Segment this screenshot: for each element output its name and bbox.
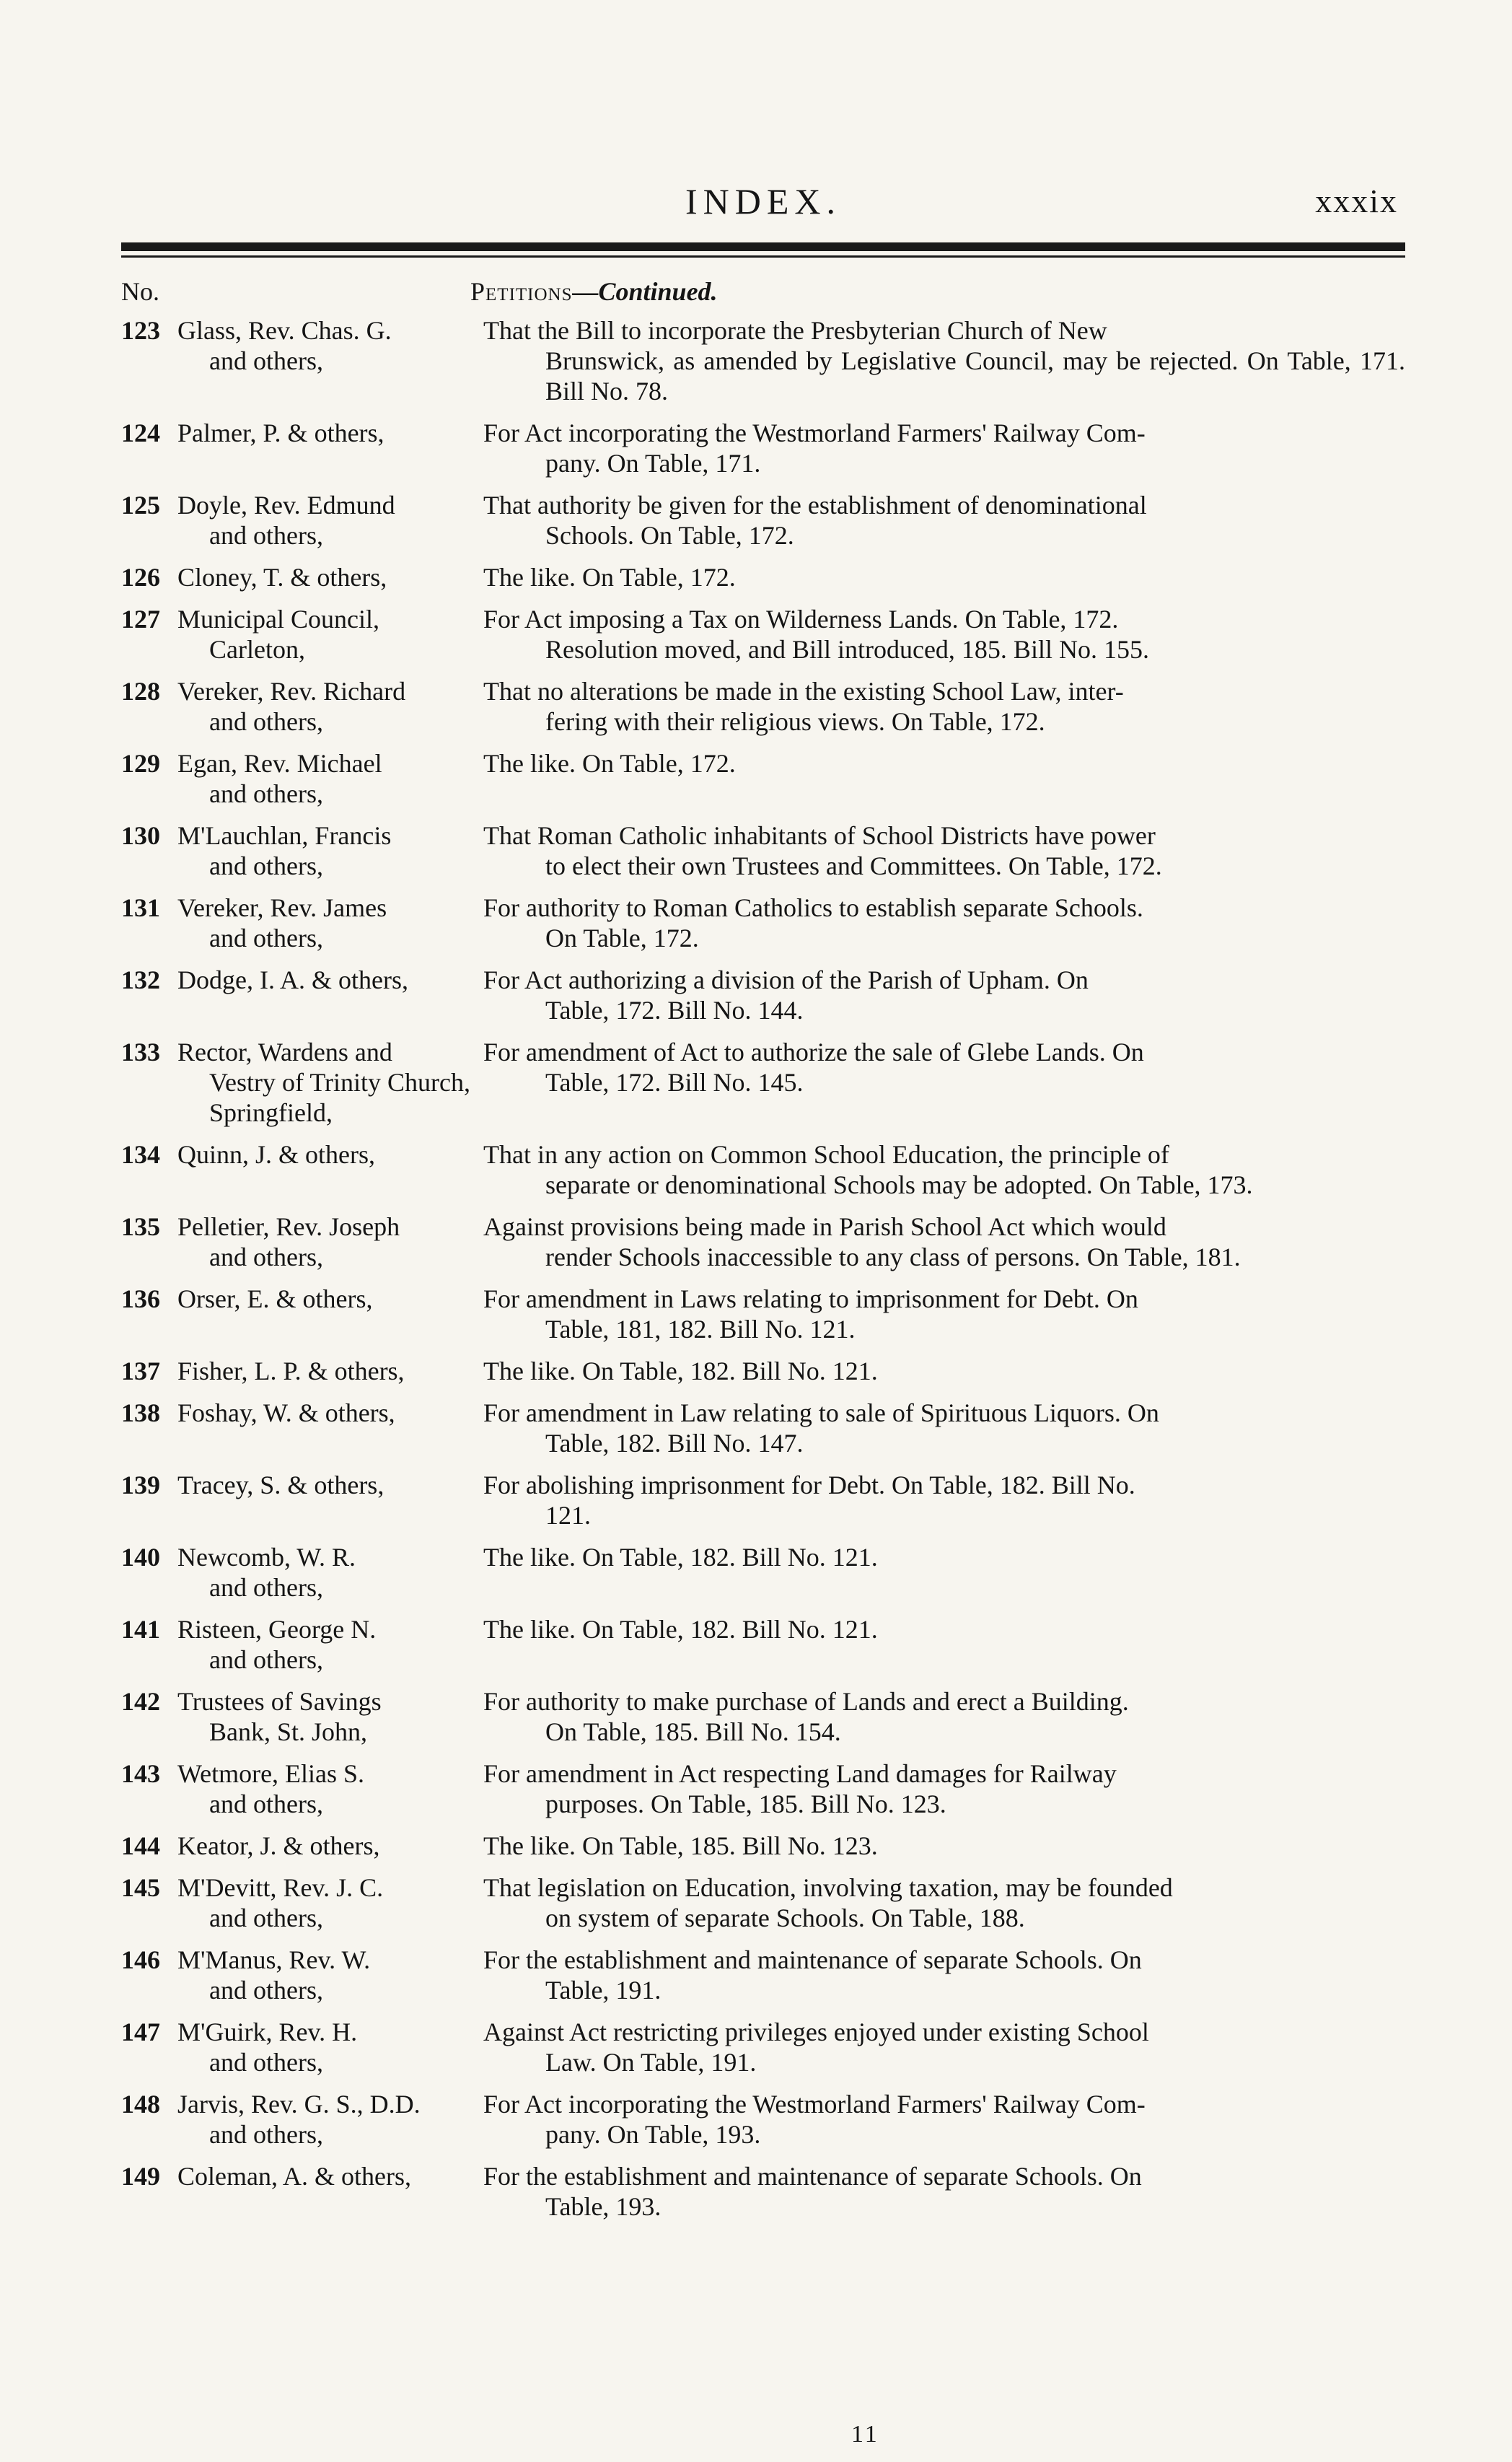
subject-text: That no alterations be made in the existing School Law, inter- — [483, 677, 1124, 706]
entry-petitioner — [177, 2017, 483, 2077]
section-heading-label: Petitions — [470, 277, 573, 306]
petitioner-name: Fisher, L. P. & others, — [177, 1357, 405, 1385]
petitioner-name: Egan, Rev. Michael — [177, 749, 382, 778]
petitioner-detail: and others, — [209, 707, 323, 736]
index-entry — [121, 1872, 1405, 1933]
entry-petitioner — [177, 1831, 483, 1861]
petitioner-name: Quinn, J. & others, — [177, 1140, 375, 1169]
petitioner-detail: and others, — [209, 779, 323, 808]
petitioner-detail: and others, — [209, 1789, 323, 1818]
entry-subject — [483, 1139, 1405, 1200]
entry-subject — [483, 1542, 1405, 1603]
petitioner-detail: and others, — [209, 346, 323, 375]
entry-number: 134 — [121, 1140, 160, 1169]
petitioner-name: Glass, Rev. Chas. G. — [177, 316, 392, 345]
petitioner-name: Dodge, I. A. & others, — [177, 965, 408, 994]
entry-number: 135 — [121, 1212, 160, 1241]
entry-number: 147 — [121, 2018, 160, 2046]
entry-subject — [483, 562, 1405, 592]
entry-petitioner — [177, 1542, 483, 1603]
entry-subject — [483, 2017, 1405, 2077]
entry-petitioner — [177, 1758, 483, 1819]
entry-subject — [483, 1831, 1405, 1861]
index-entry — [121, 1831, 1405, 1861]
entry-subject — [483, 1872, 1405, 1933]
index-entry — [121, 820, 1405, 881]
entry-number: 125 — [121, 491, 160, 520]
subject-continuation: Table, 172. Bill No. 144. — [545, 996, 804, 1025]
entry-number: 140 — [121, 1543, 160, 1572]
subject-continuation: to elect their own Trustees and Committees. On Table, 172. — [545, 851, 1162, 880]
entry-petitioner — [177, 1284, 483, 1344]
petitioner-name: Pelletier, Rev. Joseph — [177, 1212, 400, 1241]
entry-number: 129 — [121, 749, 160, 778]
entry-petitioner — [177, 1356, 483, 1386]
index-entry — [121, 604, 1405, 665]
subject-text: For Act imposing a Tax on Wilderness Lands. On Table, 172. — [483, 605, 1119, 634]
index-entry — [121, 748, 1405, 809]
entry-number: 130 — [121, 821, 160, 850]
petitioner-name: Foshay, W. & others, — [177, 1398, 395, 1427]
entry-number: 149 — [121, 2162, 160, 2191]
entry-number: 123 — [121, 316, 160, 345]
index-entry — [121, 1284, 1405, 1344]
petitioner-name: M'Guirk, Rev. H. — [177, 2018, 358, 2046]
index-entry — [121, 562, 1405, 592]
subject-text: For Act incorporating the Westmorland Farmers' Railway Com- — [483, 419, 1146, 447]
index-entry — [121, 1139, 1405, 1200]
entry-petitioner — [177, 748, 483, 809]
subject-text: The like. On Table, 182. Bill No. 121. — [483, 1543, 878, 1572]
subject-text: Against provisions being made in Parish School Act which would — [483, 1212, 1166, 1241]
entry-subject — [483, 604, 1405, 665]
entry-number: 136 — [121, 1284, 160, 1313]
subject-continuation: Schools. On Table, 172. — [545, 521, 794, 550]
subject-continuation: On Table, 185. Bill No. 154. — [545, 1717, 841, 1746]
petitioner-detail: and others, — [209, 1904, 323, 1932]
index-entry — [121, 1356, 1405, 1386]
petitioner-name: Rector, Wardens and — [177, 1038, 392, 1066]
subject-text: The like. On Table, 182. Bill No. 121. — [483, 1357, 878, 1385]
entry-subject — [483, 1758, 1405, 1819]
petitioner-name: Cloney, T. & others, — [177, 563, 387, 592]
subject-text: For Act incorporating the Westmorland Farmers' Railway Com- — [483, 2090, 1146, 2119]
petitioner-name: Trustees of Savings — [177, 1687, 382, 1716]
petitioner-detail: and others, — [209, 2048, 323, 2077]
entry-petitioner — [177, 1212, 483, 1272]
entry-number: 126 — [121, 563, 160, 592]
subject-text: That Roman Catholic inhabitants of School Districts have power — [483, 821, 1156, 850]
page-number: xxxix — [1315, 183, 1398, 219]
index-entry — [121, 1614, 1405, 1675]
index-entry — [121, 1470, 1405, 1530]
subject-continuation: Table, 191. — [545, 1976, 662, 2005]
subject-continuation: fering with their religious views. On Table, 172. — [545, 707, 1045, 736]
entry-subject — [483, 965, 1405, 1025]
subject-text: The like. On Table, 182. Bill No. 121. — [483, 1615, 878, 1644]
entry-petitioner — [177, 1872, 483, 1933]
entry-subject — [483, 893, 1405, 953]
entry-petitioner — [177, 893, 483, 953]
subject-continuation: Table, 181, 182. Bill No. 121. — [545, 1315, 856, 1344]
petitioner-name: Municipal Council, — [177, 605, 379, 634]
subject-continuation: purposes. On Table, 185. Bill No. 123. — [545, 1789, 946, 1818]
entry-petitioner — [177, 1686, 483, 1747]
petitioner-name: Wetmore, Elias S. — [177, 1759, 365, 1788]
subject-text: The like. On Table, 172. — [483, 563, 736, 592]
entry-petitioner — [177, 1398, 483, 1458]
index-entry — [121, 1542, 1405, 1603]
petitioner-detail: and others, — [209, 851, 323, 880]
subject-continuation: pany. On Table, 171. — [545, 449, 761, 478]
subject-continuation: Table, 193. — [545, 2192, 662, 2221]
entry-subject — [483, 1284, 1405, 1344]
entry-subject — [483, 676, 1405, 737]
subject-text: That legislation on Education, involving taxation, may be founded — [483, 1873, 1173, 1902]
entry-number: 142 — [121, 1687, 160, 1716]
subject-continuation: separate or denominational Schools may be adopted. On Table, 173. — [545, 1170, 1253, 1199]
petitioner-name: M'Devitt, Rev. J. C. — [177, 1873, 384, 1902]
subject-text: For abolishing imprisonment for Debt. On Table, 182. Bill No. — [483, 1471, 1135, 1499]
entry-subject — [483, 418, 1405, 478]
entry-number: 148 — [121, 2090, 160, 2119]
subject-text: Against Act restricting privileges enjoyed under existing School — [483, 2018, 1149, 2046]
subject-text: For the establishment and maintenance of separate Schools. On — [483, 1945, 1142, 1974]
entry-subject — [483, 1686, 1405, 1747]
entry-number: 145 — [121, 1873, 160, 1902]
page-title: INDEX. — [685, 181, 842, 222]
entry-petitioner — [177, 1945, 483, 2005]
index-entry — [121, 1398, 1405, 1458]
petitioner-name: Keator, J. & others, — [177, 1831, 380, 1860]
subject-continuation: on system of separate Schools. On Table, 188. — [545, 1904, 1025, 1932]
entry-subject — [483, 1037, 1405, 1128]
entry-number: 132 — [121, 965, 160, 994]
petitioner-detail: Carleton, — [209, 635, 305, 664]
index-entry — [121, 1037, 1405, 1128]
entry-number: 141 — [121, 1615, 160, 1644]
page-header — [121, 180, 1405, 224]
column-headers — [121, 272, 1405, 312]
entry-subject — [483, 1398, 1405, 1458]
petitioner-detail: and others, — [209, 924, 323, 952]
entry-number: 127 — [121, 605, 160, 634]
subject-continuation: Table, 182. Bill No. 147. — [545, 1429, 804, 1458]
subject-continuation: Law. On Table, 191. — [545, 2048, 757, 2077]
entry-subject — [483, 748, 1405, 809]
section-heading — [470, 276, 718, 307]
subject-text: For Act authorizing a division of the Parish of Upham. On — [483, 965, 1089, 994]
subject-continuation: Resolution moved, and Bill introduced, 185. Bill No. 155. — [545, 635, 1149, 664]
subject-text: For amendment in Act respecting Land damages for Railway — [483, 1759, 1117, 1788]
entry-subject — [483, 2089, 1405, 2150]
entry-number: 131 — [121, 893, 160, 922]
petitioner-name: Jarvis, Rev. G. S., D.D. — [177, 2090, 421, 2119]
entry-number: 144 — [121, 1831, 160, 1860]
subject-text: That in any action on Common School Education, the principle of — [483, 1140, 1169, 1169]
header-rule-thin — [121, 255, 1405, 258]
index-entry — [121, 1212, 1405, 1272]
entry-number: 146 — [121, 1945, 160, 1974]
entry-number: 143 — [121, 1759, 160, 1788]
entries-list — [121, 315, 1405, 2222]
subject-continuation: Table, 172. Bill No. 145. — [545, 1068, 804, 1097]
index-entry — [121, 2017, 1405, 2077]
petitioner-name: M'Lauchlan, Francis — [177, 821, 392, 850]
signature-mark: 11 — [851, 2421, 879, 2448]
petitioner-name: Coleman, A. & others, — [177, 2162, 411, 2191]
index-entry — [121, 2161, 1405, 2222]
entry-petitioner — [177, 676, 483, 737]
entry-petitioner — [177, 2089, 483, 2150]
subject-continuation: On Table, 172. — [545, 924, 699, 952]
column-header-no: No. — [121, 277, 159, 306]
index-entry — [121, 676, 1405, 737]
entry-petitioner — [177, 418, 483, 478]
subject-text: For amendment of Act to authorize the sale of Glebe Lands. On — [483, 1038, 1144, 1066]
subject-text: The like. On Table, 172. — [483, 749, 736, 778]
entry-petitioner — [177, 490, 483, 551]
entry-petitioner — [177, 2161, 483, 2222]
entry-number: 138 — [121, 1398, 160, 1427]
subject-continuation: pany. On Table, 193. — [545, 2120, 761, 2149]
petitioner-detail: and others, — [209, 1976, 323, 2005]
entry-petitioner — [177, 315, 483, 406]
entry-subject — [483, 1470, 1405, 1530]
petitioner-name: Risteen, George N. — [177, 1615, 377, 1644]
petitioner-detail: Bank, St. John, — [209, 1717, 368, 1746]
subject-continuation: 121. — [545, 1501, 591, 1530]
entry-petitioner — [177, 820, 483, 881]
subject-text: That authority be given for the establishment of denominational — [483, 491, 1147, 520]
header-rule-thick — [121, 242, 1405, 251]
petitioner-detail: and others, — [209, 521, 323, 550]
subject-text: That the Bill to incorporate the Presbyterian Church of New — [483, 316, 1107, 345]
petitioner-name: Tracey, S. & others, — [177, 1471, 384, 1499]
subject-continuation: Brunswick, as amended by Legislative Council, may be rejected. On Table, 171. Bill No. 78. — [545, 346, 1405, 406]
entry-number: 137 — [121, 1357, 160, 1385]
entry-number: 128 — [121, 677, 160, 706]
petitioner-name: Palmer, P. & others, — [177, 419, 384, 447]
subject-text: For authority to Roman Catholics to establish separate Schools. — [483, 893, 1143, 922]
entry-petitioner — [177, 604, 483, 665]
entry-subject — [483, 2161, 1405, 2222]
subject-text: For authority to make purchase of Lands and erect a Building. — [483, 1687, 1129, 1716]
index-entry — [121, 1945, 1405, 2005]
entry-subject — [483, 1212, 1405, 1272]
entry-number: 124 — [121, 419, 160, 447]
petitioner-detail: and others, — [209, 1645, 323, 1674]
index-entry — [121, 1758, 1405, 1819]
petitioner-detail: and others, — [209, 1573, 323, 1602]
subject-text: For amendment in Laws relating to imprisonment for Debt. On — [483, 1284, 1138, 1313]
subject-text: For amendment in Law relating to sale of Spirituous Liquors. On — [483, 1398, 1159, 1427]
petitioner-detail: Vestry of Trinity Church, Springfield, — [209, 1068, 471, 1127]
entry-petitioner — [177, 1470, 483, 1530]
index-entry — [121, 893, 1405, 953]
entry-subject — [483, 315, 1405, 406]
petitioner-name: Newcomb, W. R. — [177, 1543, 356, 1572]
entry-petitioner — [177, 1139, 483, 1200]
petitioner-name: M'Manus, Rev. W. — [177, 1945, 371, 1974]
section-heading-continued: —Continued. — [572, 277, 718, 306]
index-entry — [121, 2089, 1405, 2150]
entry-subject — [483, 1945, 1405, 2005]
entry-petitioner — [177, 562, 483, 592]
index-entry — [121, 965, 1405, 1025]
petitioner-name: Doyle, Rev. Edmund — [177, 491, 395, 520]
petitioner-detail: and others, — [209, 1243, 323, 1271]
entry-number: 133 — [121, 1038, 160, 1066]
entry-subject — [483, 1614, 1405, 1675]
entry-number: 139 — [121, 1471, 160, 1499]
petitioner-name: Vereker, Rev. Richard — [177, 677, 406, 706]
entry-petitioner — [177, 1037, 483, 1128]
entry-petitioner — [177, 1614, 483, 1675]
index-page — [121, 180, 1405, 2233]
index-entry — [121, 490, 1405, 551]
subject-text: The like. On Table, 185. Bill No. 123. — [483, 1831, 878, 1860]
entry-subject — [483, 490, 1405, 551]
entry-subject — [483, 820, 1405, 881]
petitioner-name: Vereker, Rev. James — [177, 893, 387, 922]
index-entry — [121, 315, 1405, 406]
entry-petitioner — [177, 965, 483, 1025]
index-entry — [121, 1686, 1405, 1747]
subject-continuation: render Schools inaccessible to any class of persons. On Table, 181. — [545, 1243, 1241, 1271]
entry-subject — [483, 1356, 1405, 1386]
petitioner-detail: and others, — [209, 2120, 323, 2149]
subject-text: For the establishment and maintenance of separate Schools. On — [483, 2162, 1142, 2191]
index-entry — [121, 418, 1405, 478]
petitioner-name: Orser, E. & others, — [177, 1284, 373, 1313]
